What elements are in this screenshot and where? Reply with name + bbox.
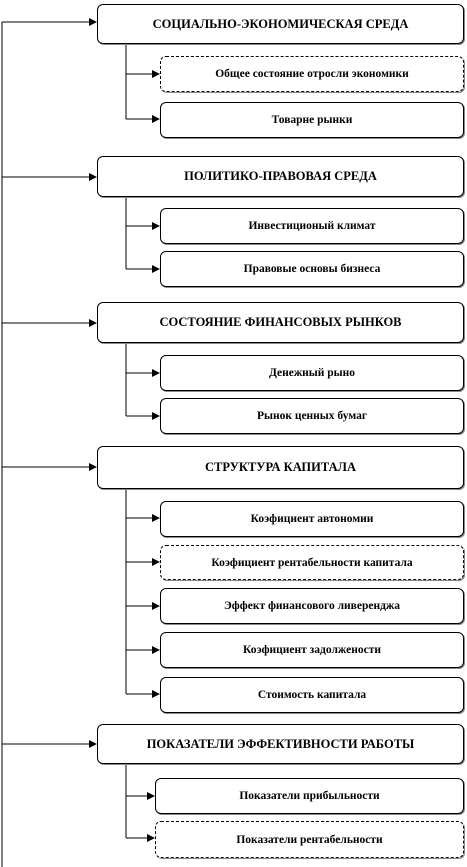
item-box: Общее состояние отросли экономики: [160, 56, 464, 92]
item-box: Коэфициент автономии: [160, 501, 464, 537]
group-box-financial-markets: СОСТОЯНИЕ ФИНАНСОВЫХ РЫНКОВ: [97, 302, 464, 343]
group-box-socio-economic: СОЦИАЛЬНО-ЭКОНОМИЧЕСКАЯ СРЕДА: [97, 4, 464, 44]
item-box: Эффект финансового ливеренджа: [160, 588, 464, 624]
group-box-performance: ПОКАЗАТЕЛИ ЭФФЕКТИВНОСТИ РАБОТЫ: [97, 724, 464, 764]
item-box: Денежный рыно: [160, 355, 464, 391]
item-box: Стоимость капитала: [160, 677, 464, 713]
item-box: Рынок ценных бумаг: [160, 398, 464, 434]
item-box: Правовые основы бизнеса: [160, 251, 464, 287]
item-box: Показатели прибыльности: [155, 778, 464, 814]
group-box-capital-structure: СТРУКТУРА КАПИТАЛА: [97, 446, 464, 489]
item-box: Товарне рынки: [160, 102, 464, 138]
item-box: Коэфициент рентабельности капитала: [160, 545, 464, 580]
item-box: Коэфициент задолжености: [160, 632, 464, 668]
item-box: Показатели рентабельности: [155, 821, 464, 858]
group-box-political-legal: ПОЛИТИКО-ПРАВОВАЯ СРЕДА: [97, 156, 464, 197]
item-box: Инвестиционый климат: [160, 208, 464, 244]
